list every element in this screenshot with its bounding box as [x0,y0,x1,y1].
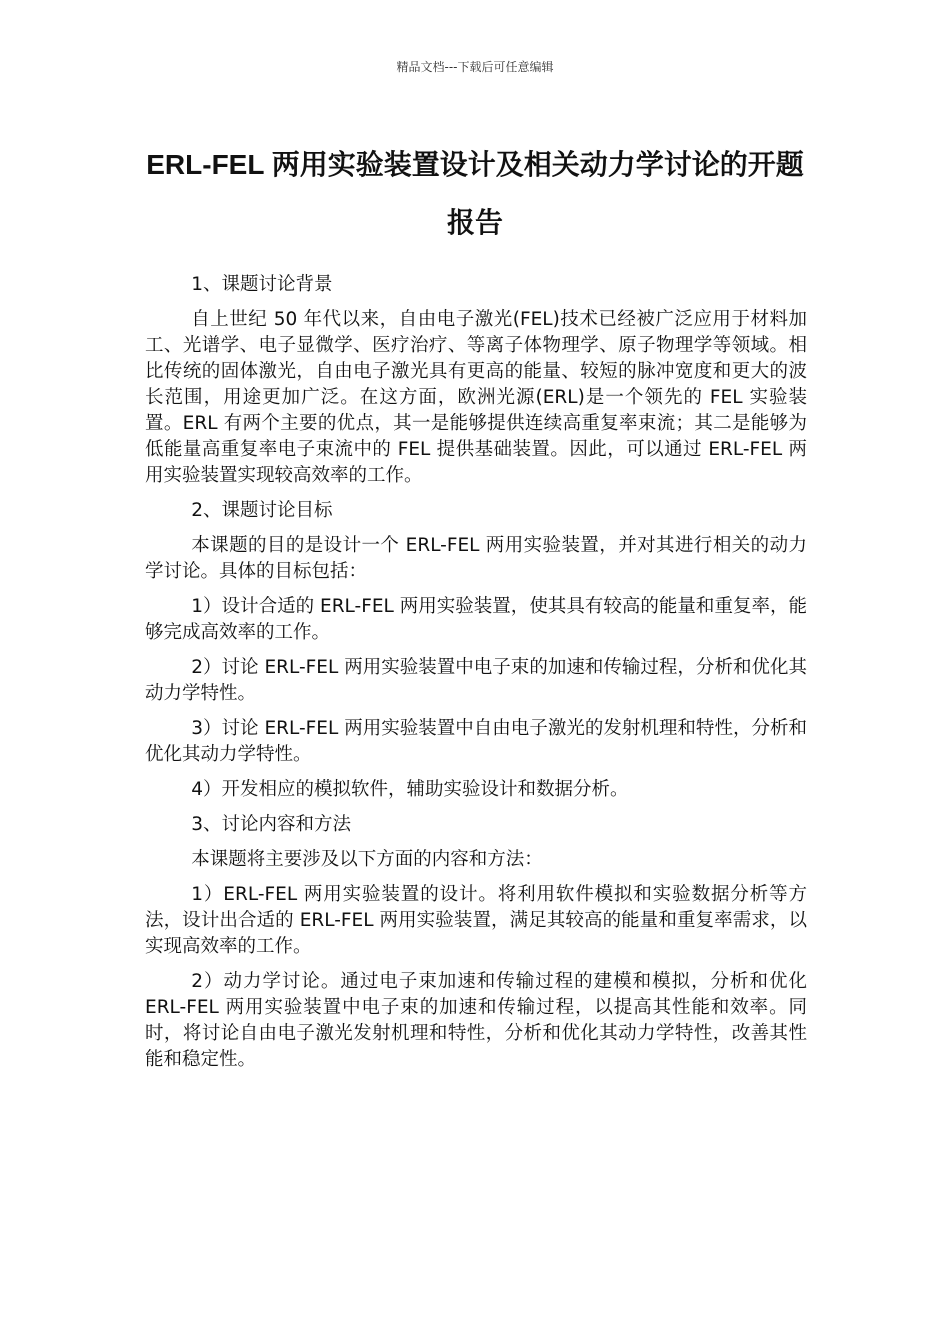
goals-intro: 本课题的目的是设计一个 ERL-FEL 两用实验装置，并对其进行相关的动力学讨论。具体的目标包括： [145,535,807,582]
document-body [145,272,807,1082]
goal-item: 3）讨论 ERL-FEL 两用实验装置中自由电子激光的发射机理和特性，分析和优化其动力学特性。 [145,718,807,765]
section-heading-goals: 2、课题讨论目标 [191,500,333,521]
method-item: 1）ERL-FEL 两用实验装置的设计。将利用软件模拟和实验数据分析等方法，设计出合适的 ERL-FEL 两用实验装置，满足其较高的能量和重复率需求，以实现高效率的工作。 [145,884,807,957]
background-paragraph: 自上世纪 50 年代以来，自由电子激光(FEL)技术已经被广泛应用于材料加工、光谱学、电子显微学、医疗治疗、等离子体物理学、原子物理学等领域。相比传统的固体激光，自由电子激光具有更高的能量、较短的脉冲宽度和更大的波长范围，用途更加广泛。在这方面，欧洲光源(ERL)是一个领先的 FEL 实验装置。ERL 有两个主要的优点，其一是能够提供连续高重复率束流；其二是能够为低能量高重复率电子束流中的 FEL 提供基础装置。因此，可以通过 ERL-FEL 两用实验装置实现较高效率的工作。 [145,309,807,486]
document-title: ERL-FEL 两用实验装置设计及相关动力学讨论的开题报告 [146,149,804,238]
section-heading-methods: 3、讨论内容和方法 [191,814,352,835]
goal-item: 1）设计合适的 ERL-FEL 两用实验装置，使其具有较高的能量和重复率，能够完成高效率的工作。 [145,596,807,643]
method-item: 2）动力学讨论。通过电子束加速和传输过程的建模和模拟，分析和优化 ERL-FEL 两用实验装置中电子束的加速和传输过程，以提高其性能和效率。同时，将讨论自由电子激光发射机理和特性，分析和优化其动力学特性，改善其性能和稳定性。 [145,971,807,1070]
goal-item: 4）开发相应的模拟软件，辅助实验设计和数据分析。 [191,779,629,800]
page-header: 精品文档---下载后可任意编辑 [396,60,554,74]
section-heading-background: 1、课题讨论背景 [191,274,333,295]
goal-item: 2）讨论 ERL-FEL 两用实验装置中电子束的加速和传输过程，分析和优化其动力学特性。 [145,657,807,704]
methods-intro: 本课题将主要涉及以下方面的内容和方法： [191,849,543,870]
